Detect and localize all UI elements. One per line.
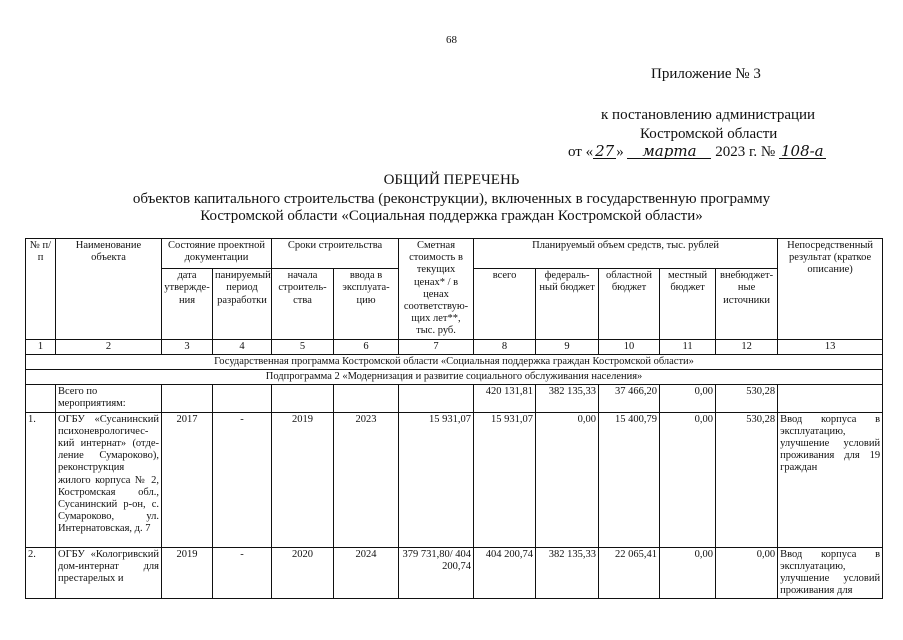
col-number: 5 <box>272 339 334 354</box>
header-dev-period: панируемый период разработки <box>213 269 272 339</box>
row-federal: 0,00 <box>536 412 599 547</box>
col-number: 3 <box>162 339 213 354</box>
row-local: 0,00 <box>660 547 716 599</box>
row-period: - <box>213 547 272 599</box>
date-mid: » <box>616 144 624 160</box>
row-approval: 2017 <box>162 412 213 547</box>
total-extra: 530,28 <box>716 385 778 412</box>
header-construction-terms: Сроки строительства <box>272 239 399 269</box>
subprogram-row: Подпрограмма 2 «Модернизация и развитие социального обслуживания населения» <box>26 370 883 385</box>
header-approval-date: дата утвержде-ния <box>162 269 213 339</box>
col-number: 10 <box>599 339 660 354</box>
row-total: 404 200,74 <box>474 547 536 599</box>
col-number: 13 <box>778 339 883 354</box>
row-extra: 530,28 <box>716 412 778 547</box>
document-title: ОБЩИЙ ПЕРЕЧЕНЬ <box>383 172 520 188</box>
col-number: 8 <box>474 339 536 354</box>
row-regional: 15 400,79 <box>599 412 660 547</box>
header-name: Наименование объекта <box>56 239 162 340</box>
col-number: 12 <box>716 339 778 354</box>
header-local: местный бюджет <box>660 269 716 339</box>
total-label: Всего по мероприятиям: <box>56 385 162 412</box>
header-start: начала строитель-ства <box>272 269 334 339</box>
date-year: 2023 г. № <box>715 144 776 160</box>
col-number: 1 <box>26 339 56 354</box>
col-number: 7 <box>399 339 474 354</box>
date-day-handwritten: 27 <box>595 142 615 160</box>
row-total: 15 931,07 <box>474 412 536 547</box>
appendix-date-line <box>568 144 826 161</box>
row-commission: 2024 <box>334 547 399 599</box>
col-number: 6 <box>334 339 399 354</box>
header-project-state: Состояние проектной документации <box>162 239 272 269</box>
row-commission: 2023 <box>334 412 399 547</box>
appendix-title: Приложение № 3 <box>651 66 761 82</box>
col-number: 11 <box>660 339 716 354</box>
col-number: 4 <box>213 339 272 354</box>
date-month-handwritten: марта <box>627 144 711 159</box>
row-cost: 379 731,80/ 404 200,74 <box>399 547 474 599</box>
document-subtitle-1: объектов капитального строительства (реконструкции), включенных в государственную программу <box>132 191 771 207</box>
total-federal: 382 135,33 <box>536 385 599 412</box>
row-result: Ввод корпуса в эксплуатацию, улучшение условий проживания для 19 граждан <box>778 412 883 547</box>
table-row <box>26 412 883 547</box>
appendix-region: Костромской области <box>640 126 778 142</box>
header-num: № п/п <box>26 239 56 340</box>
row-result: Ввод корпуса в эксплуатацию, улучшение условий проживания для <box>778 547 883 599</box>
header-planned-funds: Планируемый объем средств, тыс. рублей <box>474 239 778 269</box>
row-num: 1. <box>26 412 56 547</box>
decree-number-handwritten: 108-а <box>780 142 824 160</box>
row-start: 2019 <box>272 412 334 547</box>
page-number: 68 <box>446 34 457 46</box>
row-name: ОГБУ «Сусанинский психоневрологичес-кий интернат» (отде-ление Сумароково), реконструкция жилого корпуса № 2, Костромская обл., Сусанинский р-он, с. Сумароково, ул. Интернатовская, д. 7 <box>56 412 162 547</box>
row-start: 2020 <box>272 547 334 599</box>
header-commission: ввода в эксплуата-цию <box>334 269 399 339</box>
row-cost: 15 931,07 <box>399 412 474 547</box>
row-federal: 382 135,33 <box>536 547 599 599</box>
total-regional: 37 466,20 <box>599 385 660 412</box>
document-subtitle-2: Костромской области «Социальная поддержка граждан Костромской области» <box>200 208 703 224</box>
col-number: 2 <box>56 339 162 354</box>
program-row: Государственная программа Костромской области «Социальная поддержка граждан Костромской области» <box>26 354 883 369</box>
total-total: 420 131,81 <box>474 385 536 412</box>
objects-table <box>25 238 883 599</box>
date-prefix: от « <box>568 144 594 160</box>
table-row <box>26 547 883 599</box>
header-federal: федераль-ный бюджет <box>536 269 599 339</box>
row-name: ОГБУ «Кологривский дом-интернат для престарелых и <box>56 547 162 599</box>
row-regional: 22 065,41 <box>599 547 660 599</box>
col-number: 9 <box>536 339 599 354</box>
header-estimated-cost: Сметная стоимость в текущих ценах* / в ценах соответствую-щих лет**, тыс. руб. <box>399 239 474 340</box>
row-approval: 2019 <box>162 547 213 599</box>
header-total: всего <box>474 269 536 339</box>
header-regional: областной бюджет <box>599 269 660 339</box>
header-extra: внебюджет-ные источники <box>716 269 778 339</box>
row-period: - <box>213 412 272 547</box>
row-extra: 0,00 <box>716 547 778 599</box>
appendix-decree: к постановлению администрации <box>601 107 816 123</box>
row-local: 0,00 <box>660 412 716 547</box>
row-num: 2. <box>26 547 56 599</box>
total-local: 0,00 <box>660 385 716 412</box>
header-result: Непосредственный результат (краткое описание) <box>778 239 883 340</box>
